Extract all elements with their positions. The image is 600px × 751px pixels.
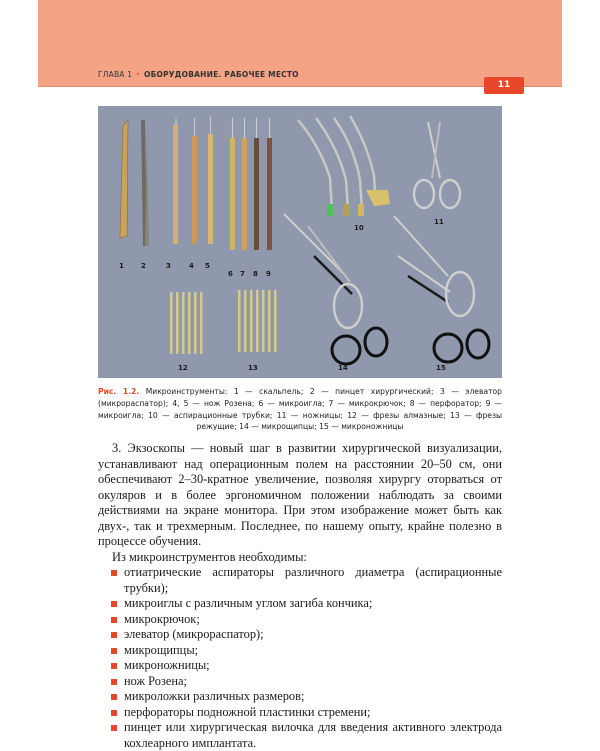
microneedle-shape	[230, 138, 235, 250]
figure-caption-text: Микроинструменты: 1 — скальпель; 2 — пинцет хирургический; 3 — элеватор (микрораспатор); 4, 5 — нож Розена; 6 — микроигла; 7 — микрокрючок; 8 — перфоратор; 9 — микроигла; 10 — аспирационные трубки; 11 — ножницы; 12 — фрезы алмазные; 13 — фрезы режущие; 14 — микрощипцы; 15 — микроножницы	[98, 387, 502, 432]
photo-label-9: 9	[266, 270, 271, 278]
bullet-icon	[111, 679, 117, 685]
perforator-shape	[254, 138, 259, 250]
bullet-icon	[111, 710, 117, 716]
list-item: микроиглы с различным углом загиба кончика;	[98, 596, 502, 612]
instruments-illustration	[98, 106, 502, 378]
figure-caption	[98, 386, 502, 433]
bullet-icon	[111, 632, 117, 638]
list-item: пинцет или хирургическая вилочка для введения активного электрода кохлеарного имплантата.	[98, 720, 502, 751]
photo-label-3: 3	[166, 262, 171, 270]
photo-label-12: 12	[178, 364, 188, 372]
list-item: отиатрические аспираторы различного диаметра (аспирационные трубки);	[98, 565, 502, 596]
body-text	[98, 441, 502, 751]
photo-label-10: 10	[354, 224, 364, 232]
chapter-title: ОБОРУДОВАНИЕ. РАБОЧЕЕ МЕСТО	[144, 70, 299, 79]
photo-label-13: 13	[248, 364, 258, 372]
chapter-separator: •	[135, 70, 141, 79]
bullet-icon	[111, 570, 117, 576]
list-item: перфораторы подножной пластинки стремени;	[98, 705, 502, 721]
bullet-icon	[111, 725, 117, 731]
running-header	[98, 70, 299, 79]
rosen-knife-shape	[192, 136, 197, 244]
chapter-label: ГЛАВА 1	[98, 70, 133, 79]
list-intro: Из микроинструментов необходимы:	[112, 549, 307, 564]
list-item: микроножницы;	[98, 658, 502, 674]
photo-label-15: 15	[436, 364, 446, 372]
list-item: микрощипцы;	[98, 643, 502, 659]
instrument-list	[98, 565, 502, 751]
exoscope-paragraph: 3. Экзоскопы — новый шаг в развитии хирургической визуализации, устанавливают над операционным полем на расстоянии 20–50 см, они обеспечивают 2–30-кратное увеличение, позволяя хирургу оторваться от окуляров и в более эргономичном положении наблюдать за своими действиями на экране монитора. При этом изображение может быть как двух-, так и трехмерным. Последнее, по нашему опыту, крайне полезно в процессе обучения.	[98, 441, 502, 548]
photo-label-6: 6	[228, 270, 233, 278]
figure-reference: Рис. 1.2.	[98, 387, 140, 396]
instruments-photo	[98, 106, 502, 378]
bullet-icon	[111, 617, 117, 623]
elevator-shape	[173, 126, 178, 244]
list-item: микроложки различных размеров;	[98, 689, 502, 705]
page-number-badge: 11	[484, 77, 524, 94]
photo-label-14: 14	[338, 364, 348, 372]
bullet-icon	[111, 694, 117, 700]
photo-label-8: 8	[253, 270, 258, 278]
photo-label-7: 7	[240, 270, 245, 278]
photo-label-2: 2	[141, 262, 146, 270]
photo-label-11: 11	[434, 218, 444, 226]
list-item: нож Розена;	[98, 674, 502, 690]
bullet-icon	[111, 648, 117, 654]
bullet-icon	[111, 663, 117, 669]
photo-label-5: 5	[205, 262, 210, 270]
list-item: элеватор (микрораспатор);	[98, 627, 502, 643]
photo-label-1: 1	[119, 262, 124, 270]
list-item: микрокрючок;	[98, 612, 502, 628]
photo-label-4: 4	[189, 262, 194, 270]
bullet-icon	[111, 601, 117, 607]
